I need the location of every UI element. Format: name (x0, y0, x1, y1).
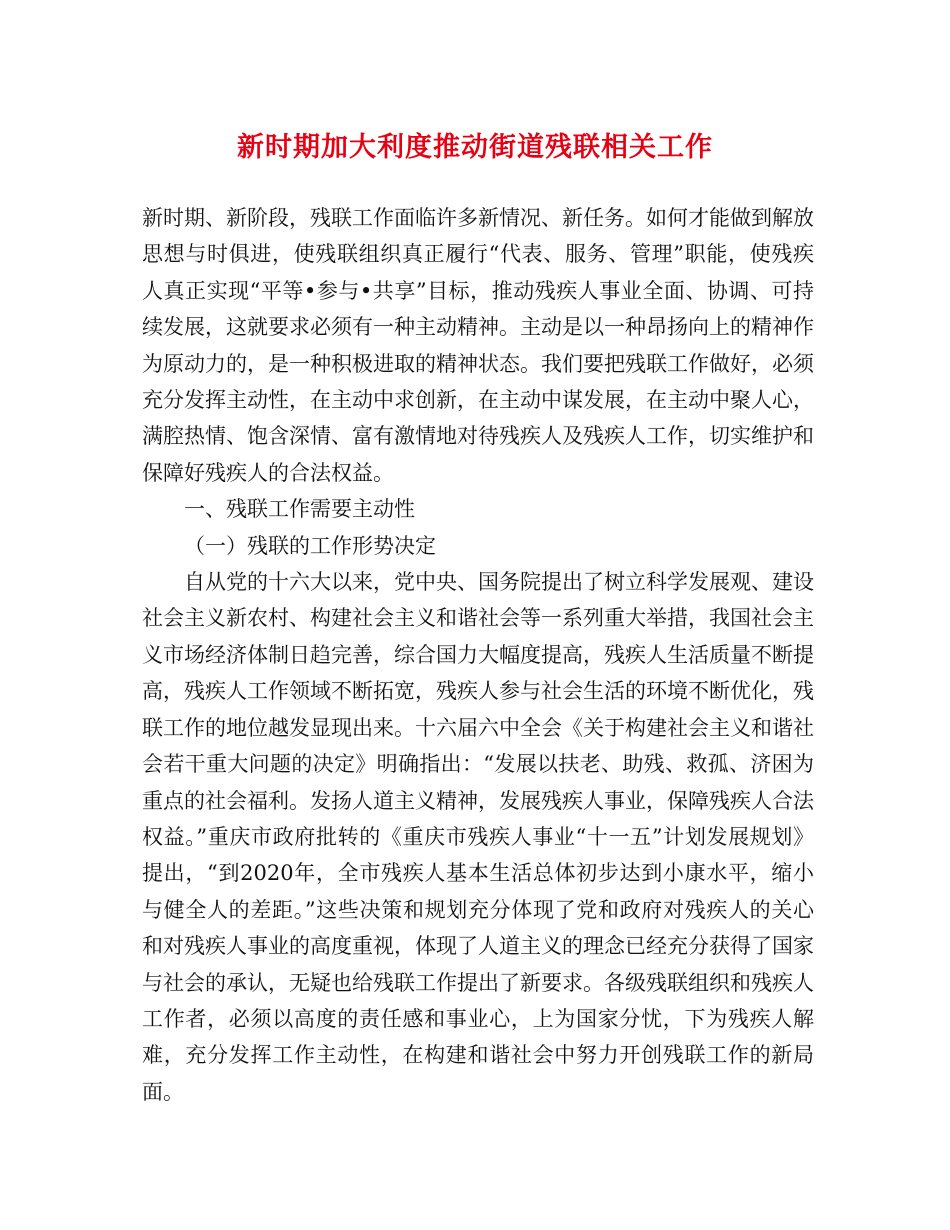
section-heading: 一、残联工作需要主动性 (184, 497, 415, 522)
document-title: 新时期加大利度推动街道残联相关工作 (237, 132, 713, 163)
body-paragraph: 自从党的十六大以来，党中央、国务院提出了树立科学发展观、建设社会主义新农村、构建社会主义和谐社会等一系列重大举措，我国社会主义市场经济体制日趋完善，综合国力大幅度提高，残疾人生活质量不断提高，残疾人工作领域不断拓宽，残疾人参与社会生活的环境不断优化，残联工作的地位越发显现出来。十六届六中全会《关于构建社会主义和谐社会若干重大问题的决定》明确指出：“发展以扶老、助残、救孤、济困为重点的社会福利。发扬人道主义精神，发展残疾人事业，保障残疾人合法权益。”重庆市政府批转的《重庆市残疾人事业“十一五”计划发展规划》提出，“到2020年，全市残疾人基本生活总体初步达到小康水平，缩小与健全人的差距。”这些决策和规划充分体现了党和政府对残疾人的关心和对残疾人事业的高度重视，体现了人道主义的理念已经充分获得了国家与社会的承认，无疑也给残联工作提出了新要求。各级残联组织和残疾人工作者，必须以高度的责任感和事业心，上为国家分忧，下为残疾人解难，充分发挥工作主动性，在构建和谐社会中努力开创残联工作的新局面。 (142, 570, 814, 1104)
intro-paragraph: 新时期、新阶段，残联工作面临许多新情况、新任务。如何才能做到解放思想与时俱进，使残联组织真正履行“代表、服务、管理”职能，使残疾人真正实现“平等•参与•共享”目标，推动残疾人事业全面、协调、可持续发展，这就要求必须有一种主动精神。主动是以一种昂扬向上的精神作为原动力的，是一种积极进取的精神状态。我们要把残联工作做好，必须充分发挥主动性，在主动中求创新，在主动中谋发展，在主动中聚人心，满腔热情、饱含深情、富有激情地对待残疾人及残疾人工作，切实维护和保障好残疾人的合法权益。 (142, 206, 814, 485)
subsection-heading: （一）残联的工作形势决定 (184, 533, 436, 558)
document-body (142, 200, 814, 1110)
